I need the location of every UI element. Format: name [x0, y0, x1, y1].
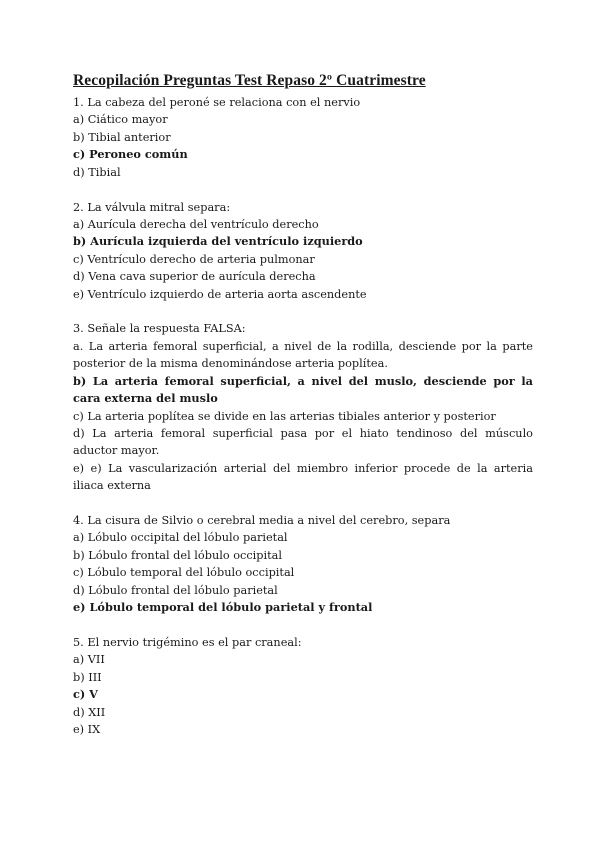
document-title: Recopilación Preguntas Test Repaso 2º Cuatrimestre — [73, 72, 426, 89]
answer-option-correct: b) Aurícula izquierda del ventrículo izquierdo — [73, 234, 363, 249]
answer-option: a) Lóbulo occipital del lóbulo parietal — [73, 531, 288, 545]
answer-option: a. La arteria femoral superficial, a nivel de la rodilla, desciende por la parte posterior de la misma denominándose arteria poplítea. — [73, 339, 533, 371]
question-stem: 5. El nervio trigémino es el par craneal: — [73, 635, 302, 649]
question-stem: 4. La cisura de Silvio o cerebral media a nivel del cerebro, separa — [73, 514, 451, 528]
answer-option: d) Lóbulo frontal del lóbulo parietal — [73, 583, 278, 597]
document-page — [73, 72, 533, 756]
answer-option-correct: c) Peroneo común — [73, 147, 188, 162]
question-5 — [73, 634, 533, 738]
answer-option-correct: e) Lóbulo temporal del lóbulo parietal y frontal — [73, 600, 373, 615]
question-stem: 1. La cabeza del peroné se relaciona con el nervio — [73, 96, 361, 109]
answer-option-correct: b) La arteria femoral superficial, a nivel del muslo, desciende por la cara externa del muslo — [73, 373, 533, 406]
answer-option: d) XII — [73, 705, 106, 719]
answer-option: e) e) La vascularización arterial del miembro inferior procede de la arteria iliaca externa — [73, 461, 533, 493]
question-4 — [73, 512, 533, 616]
question-1 — [73, 94, 533, 181]
answer-option: e) Ventrículo izquierdo de arteria aorta ascendente — [73, 287, 367, 301]
answer-option: b) Lóbulo frontal del lóbulo occipital — [73, 548, 283, 562]
answer-option: a) Ciático mayor — [73, 113, 168, 127]
answer-option: c) La arteria poplítea se divide en las arterias tibiales anterior y posterior — [73, 409, 496, 423]
answer-option: d) La arteria femoral superficial pasa por el hiato tendinoso del músculo aductor mayor. — [73, 426, 533, 458]
answer-option: b) III — [73, 670, 102, 684]
question-stem: 2. La válvula mitral separa: — [73, 200, 231, 214]
answer-option: b) Tibial anterior — [73, 130, 171, 144]
answer-option: e) IX — [73, 723, 101, 736]
answer-option: d) Tibial — [73, 165, 121, 179]
question-stem: 3. Señale la respuesta FALSA: — [73, 322, 246, 336]
answer-option: a) VII — [73, 653, 105, 667]
question-2 — [73, 199, 533, 303]
answer-option: c) Ventrículo derecho de arteria pulmonar — [73, 252, 315, 266]
answer-option: a) Aurícula derecha del ventrículo derecho — [73, 217, 319, 231]
answer-option: c) Lóbulo temporal del lóbulo occipital — [73, 566, 295, 580]
answer-option-correct: c) V — [73, 687, 98, 702]
question-3 — [73, 320, 533, 494]
answer-option: d) Vena cava superior de aurícula derecha — [73, 270, 316, 284]
